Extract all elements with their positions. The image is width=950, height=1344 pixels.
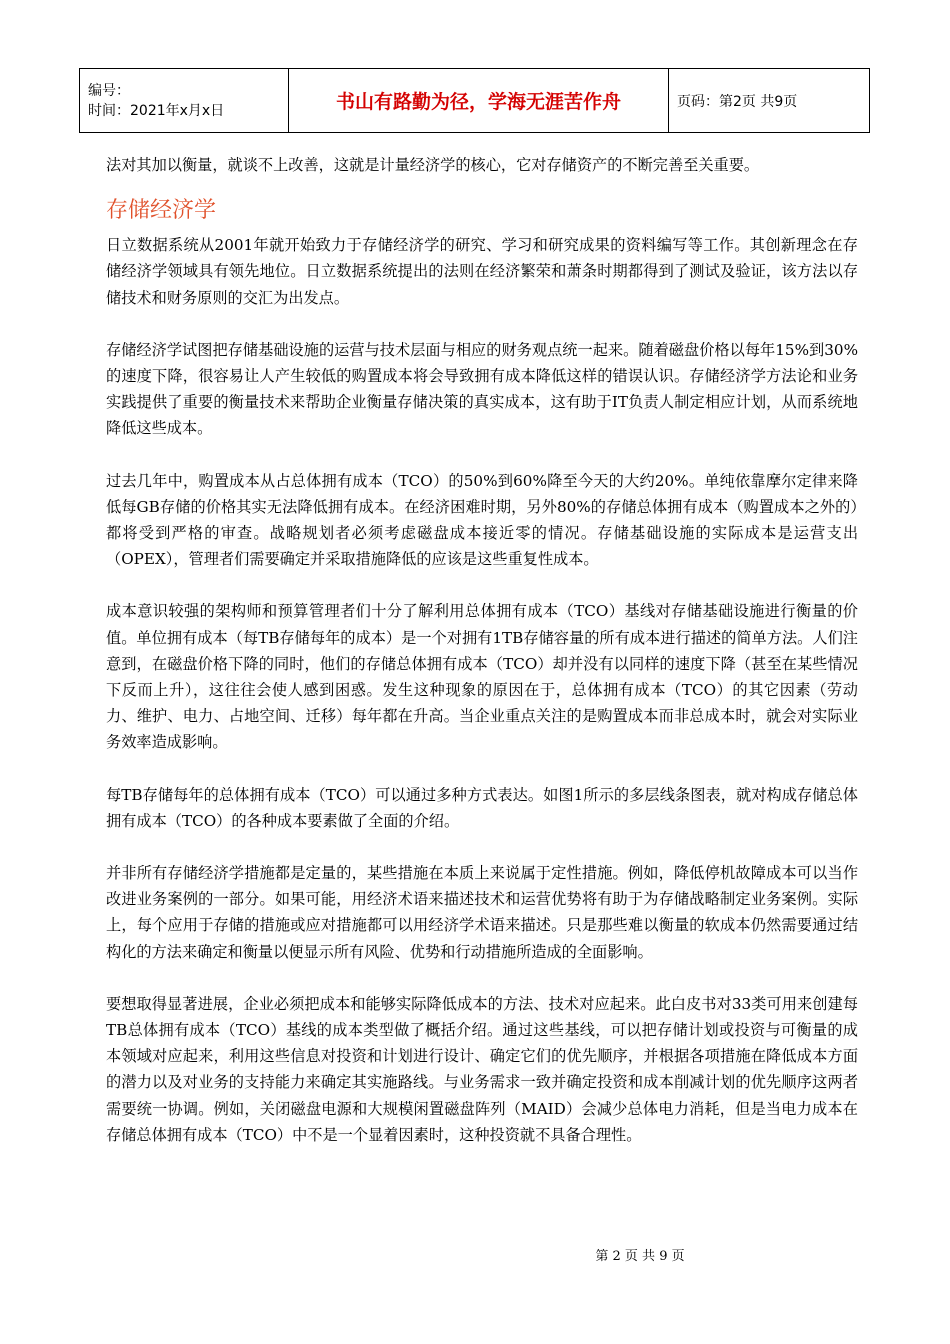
document-number-label: 编号： — [88, 82, 130, 99]
section-title: 存储经济学 — [106, 198, 217, 224]
paragraph-1: 日立数据系统从2001年就开始致力于存储经济学的研究、学习和研究成果的资料编写等工作。其创新理念在存储经济学领域具有领先地位。日立数据系统提出的法则在经济繁荣和萧条时期都得到了测试及验证，该方法以存储技术和财务原则的交汇为出发点。 — [106, 236, 858, 307]
paragraph-2: 存储经济学试图把存储基础设施的运营与技术层面与相应的财务观点统一起来。随着磁盘价格以每年15%到30%的速度下降，很容易让人产生较低的购置成本将会导致拥有成本降低这样的错误认识。存储经济学方法论和业务实践提供了重要的衡量技术来帮助企业衡量存储决策的真实成本，这有助于IT负责人制定相应计划，从而系统地降低这些成本。 — [106, 340, 858, 438]
document-body — [106, 152, 858, 1174]
paragraph-6: 并非所有存储经济学措施都是定量的，某些措施在本质上来说属于定性措施。例如，降低停机故障成本可以当作改进业务案例的一部分。如果可能，用经济术语来描述技术和运营优势将有助于为存储战略制定业务案例。实际上，每个应用于存储的措施或应对措施都可以用经济学术语来描述。只是那些难以衡量的软成本仍然需要通过结构化的方法来确定和衡量以便显示所有风险、优势和行动措施所造成的全面影响。 — [106, 864, 858, 961]
page-footer: 第 2 页 共 9 页 — [595, 1249, 685, 1264]
paragraph-7: 要想取得显著进展，企业必须把成本和能够实际降低成本的方法、技术对应起来。此白皮书对33类可用来创建每TB总体拥有成本（TCO）基线的成本类型做了概括介绍。通过这些基线，可以把存储计划或投资与可衡量的成本领域对应起来，利用这些信息对投资和计划进行设计、确定它们的优先顺序，并根据各项措施在降低成本方面的潜力以及对业务的支持能力来确定其实施路线。与业务需求一致并确定投资和成本削减计划的优先顺序这两者需要统一协调。例如，关闭磁盘电源和大规模闲置磁盘阵列（MAID）会减少总体电力消耗，但是当电力成本在存储总体拥有成本（TCO）中不是一个显着因素时，这种投资就不具备合理性。 — [106, 994, 858, 1144]
document-time-label: 时间：2021年x月x日 — [88, 102, 225, 119]
header-page-info: 页码：第2页 共9页 — [669, 69, 870, 133]
header-meta — [80, 69, 289, 133]
document-header — [79, 68, 870, 133]
header-motto: 书山有路勤为径，学海无涯苦作舟 — [289, 69, 669, 133]
paragraph-4: 成本意识较强的架构师和预算管理者们十分了解利用总体拥有成本（TCO）基线对存储基础设施进行衡量的价值。单位拥有成本（每TB存储每年的成本）是一个对拥有1TB存储容量的所有成本进行描述的简单方法。人们注意到，在磁盘价格下降的同时，他们的存储总体拥有成本（TCO）却并没有以同样的速度下降（甚至在某些情况下反而上升），这往往会使人感到困惑。发生这种现象的原因在于，总体拥有成本（TCO）的其它因素（劳动力、维护、电力、占地空间、迁移）每年都在升高。当企业重点关注的是购置成本而非总成本时，就会对实际业务效率造成影响。 — [106, 602, 858, 752]
paragraph-3: 过去几年中，购置成本从占总体拥有成本（TCO）的50%到60%降至今天的大约20%。单纯依靠摩尔定律来降低每GB存储的价格其实无法降低拥有成本。在经济困难时期，另外80%的存储总体拥有成本（购置成本之外的）都将受到严格的审查。战略规划者必须考虑磁盘成本接近零的情况。存储基础设施的实际成本是运营支出（OPEX），管理者们需要确定并采取措施降低的应该是这些重复性成本。 — [106, 471, 858, 569]
paragraph-continuation: 法对其加以衡量，就谈不上改善，这就是计量经济学的核心，它对存储资产的不断完善至关重要。 — [106, 156, 760, 174]
paragraph-5: 每TB存储每年的总体拥有成本（TCO）可以通过多种方式表达。如图1所示的多层线条图表，就对构成存储总体拥有成本（TCO）的各种成本要素做了全面的介绍。 — [106, 785, 858, 830]
